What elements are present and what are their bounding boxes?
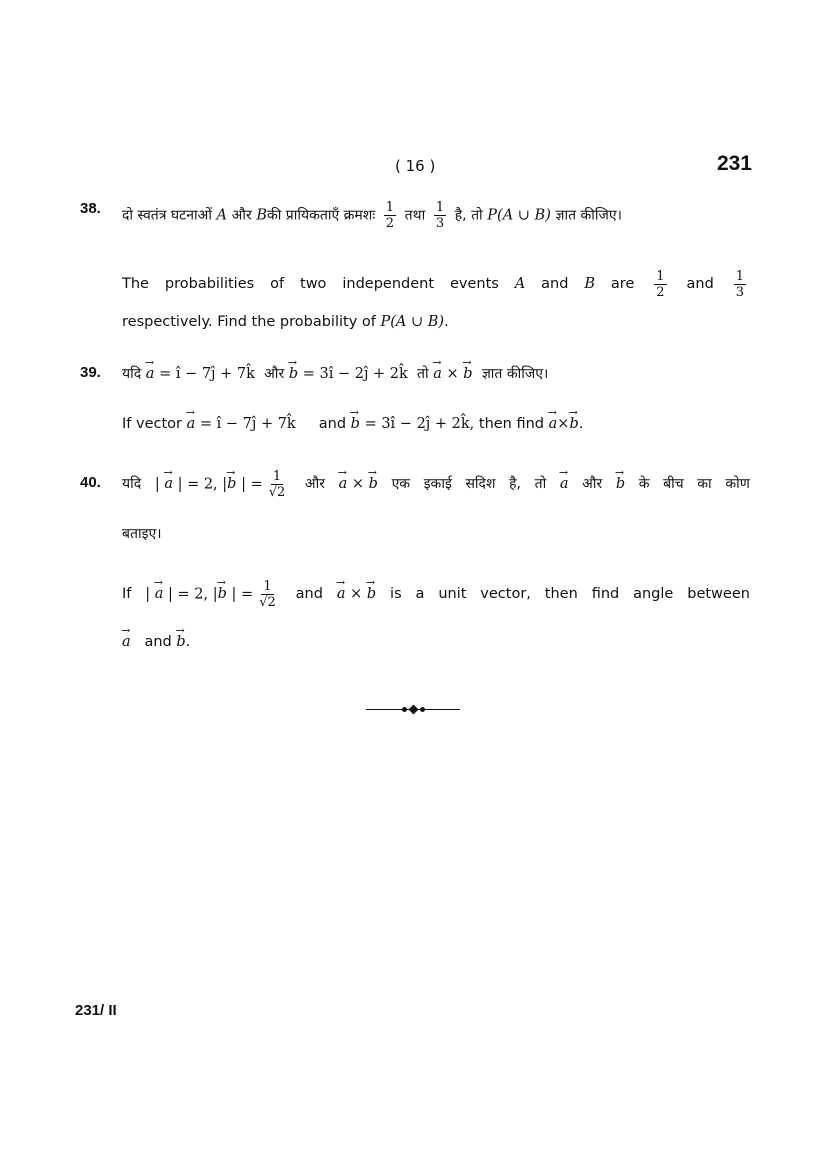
q38-hindi-line xyxy=(122,200,722,231)
vector-b: → b xyxy=(616,474,625,494)
vector-a: → a xyxy=(155,584,164,604)
vector-a: → a xyxy=(560,474,569,494)
vector-a: → a xyxy=(164,474,173,494)
vector-b: → b xyxy=(569,414,578,434)
q38-hi-text-6: ज्ञात कीजिए। xyxy=(555,207,622,224)
fraction-one-third: $\frac{1}{3}$ xyxy=(435,200,445,231)
vector-a: → a xyxy=(187,414,196,434)
question-number-40: 40. xyxy=(80,474,101,491)
vector-b: → b xyxy=(227,474,236,494)
page-number: ( 16 ) xyxy=(395,157,436,175)
question-number-39: 39. xyxy=(80,364,101,381)
vector-a: → a xyxy=(146,364,155,384)
vector-b: → b xyxy=(289,364,298,384)
q39-hindi-line: यदि → a = î − 7ĵ + 7k̂ और → b = 3î − 2ĵ + 2k̂ तो → a × → b ज्ञात कीजिए। xyxy=(122,364,752,384)
q40-english-line-2: → a and → b. xyxy=(122,632,752,652)
event-a: A xyxy=(216,207,228,224)
fraction-one-third: $\frac{1}{3}$ xyxy=(735,268,744,300)
vector-b: → b xyxy=(176,632,185,652)
q39-english-line: If vector → a = î − 7ĵ + 7k̂ and → b = 3î − 2ĵ + 2k̂, then find → a×→ b. xyxy=(122,414,752,434)
probability-union-expression: P(A ∪ B) xyxy=(380,314,445,330)
vector-b: → b xyxy=(218,584,227,604)
q38-hi-text-2: और xyxy=(231,207,252,224)
magnitude-condition: | → a | = 2, |→ b | = $\frac{1}{√2}$ xyxy=(145,579,281,610)
q38-english-line-1: The probabilities of two independent events A and B are $\frac{1}{2}$ and $\frac{1}{3}$ xyxy=(122,268,744,300)
vector-a: → a xyxy=(122,632,131,652)
q38-hi-text-1: दो स्वतंत्र घटनाओं xyxy=(122,207,212,224)
vector-a-expression: = î − 7ĵ + 7k̂ xyxy=(199,416,296,432)
cross-product-symbol: × xyxy=(557,416,570,432)
question-number-38: 38. xyxy=(80,200,101,217)
fraction-one-over-root-two: $\frac{1}{√2}$ xyxy=(268,468,286,500)
footer-paper-code: 231/ II xyxy=(75,1002,117,1019)
vector-b: → b xyxy=(463,364,472,384)
vector-a: → a xyxy=(433,364,442,384)
paper-code: 231 xyxy=(716,152,752,175)
q40-hindi-line-1: यदि | → a | = 2, |→ b | = $\frac{1}{√2}$ और → a × → b एक इकाई सदिश है, तो → a और → b के बीच का कोण xyxy=(122,466,750,502)
fraction-one-half: $\frac{1}{2}$ xyxy=(656,268,665,300)
vector-b: → b xyxy=(351,414,360,434)
vector-b-expression: = 3î − 2ĵ + 2k̂ xyxy=(302,366,408,382)
vector-a-expression: = î − 7ĵ + 7k̂ xyxy=(159,366,255,382)
probability-union-expression: P(A ∪ B) xyxy=(487,207,551,224)
fraction-one-over-root-two: $\frac{1}{√2}$ xyxy=(259,578,276,610)
q38-hi-text-4: तथा xyxy=(404,207,426,224)
magnitude-condition: | → a | = 2, |→ b | = $\frac{1}{√2}$ xyxy=(155,469,291,500)
end-ornament xyxy=(366,706,460,714)
q38-english-line-2: respectively. Find the probability of P(A ∪ B). xyxy=(122,314,449,330)
event-b: B xyxy=(256,207,267,224)
vector-a: → a xyxy=(549,414,558,434)
q40-hindi-line-2: बताइए। xyxy=(122,526,162,542)
event-a: A xyxy=(514,276,526,292)
cross-product: → a × → b xyxy=(339,474,378,494)
cross-product: → a × → b xyxy=(337,584,376,604)
event-b: B xyxy=(584,276,595,292)
vector-b-expression: = 3î − 2ĵ + 2k̂, xyxy=(364,416,475,432)
q38-hi-text-3: की प्रायिकताएँ क्रमशः xyxy=(266,207,376,224)
fraction-one-half: $\frac{1}{2}$ xyxy=(385,200,395,231)
cross-product-symbol: × xyxy=(446,366,459,382)
q38-hi-text-5: है, तो xyxy=(454,207,483,224)
q40-english-line-1: If | → a | = 2, |→ b | = $\frac{1}{√2}$ and → a × → b is a unit vector, then find angle between xyxy=(122,576,750,612)
